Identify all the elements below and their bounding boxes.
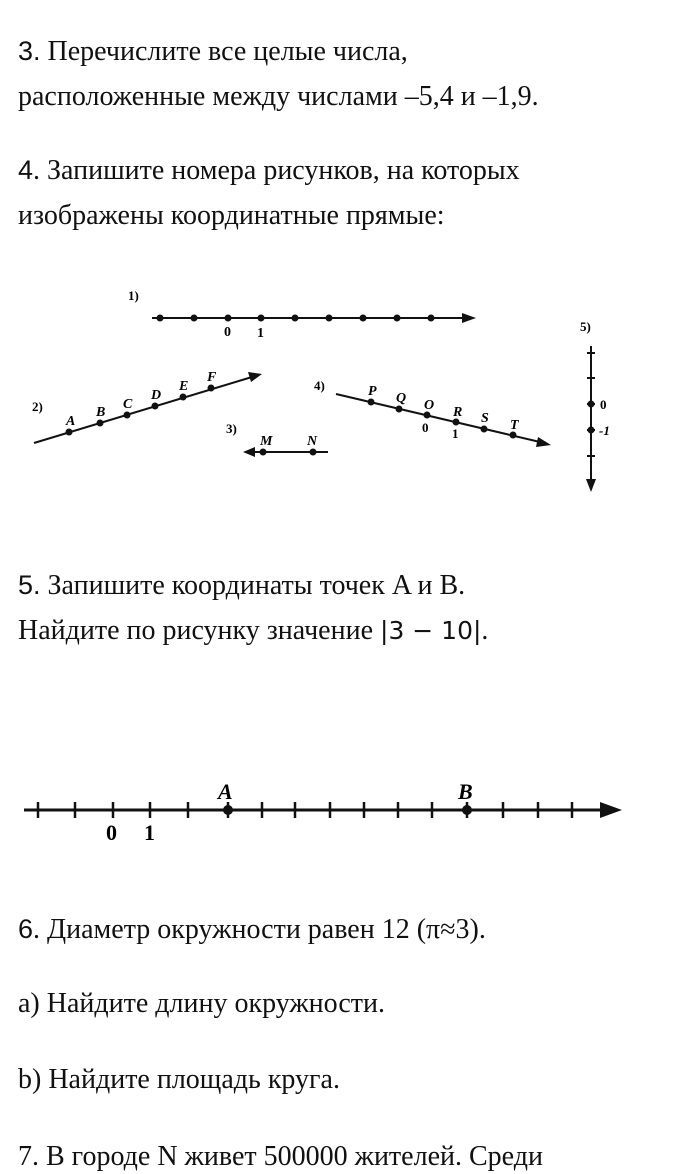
point-a-dot [223,805,233,815]
fig4-label: 4) [314,378,325,393]
fig1-tick1: 1 [257,326,264,341]
fig4-point-p: P [368,384,377,399]
axis-label-1: 1 [144,820,155,845]
task4-text1: . Запишите номера рисунков, на которых [33,155,520,186]
fig4-tick0: 0 [422,420,429,435]
fig2-point-c: C [123,397,133,412]
task5-number: 5. [18,570,41,600]
task5-expression: |3 − 10| [380,616,482,645]
figure-4 [314,378,551,447]
task6-part-a: a) Найдите длину окружности. [18,988,386,1019]
task6-text1: . Диаметр окружности равен 12 (π≈3). [33,914,486,945]
point-a-label: A [218,779,233,804]
fig5-tick-minus1: -1 [599,423,610,438]
fig3-label: 3) [226,421,237,436]
fig4-tick1: 1 [452,426,459,441]
fig2-point-d: D [151,388,162,403]
fig2-point-e: E [179,379,189,394]
task5-text2: Найдите по рисунку значение [18,615,381,646]
fig2-point-f: F [207,370,217,385]
fig2-point-b: B [96,405,106,420]
task5-line1 [18,568,465,603]
task6-line1 [18,912,486,947]
fig1-label: 1) [128,288,139,303]
task6-number: 6 [18,914,34,944]
task6-part-b: b) Найдите площадь круга. [18,1064,340,1095]
task3-line1 [18,34,408,69]
fig4-point-t: T [510,418,519,433]
task5-text2-end: . [481,615,489,646]
figure-3 [226,421,328,457]
task5-text1: Запишите координаты точек A и B. [40,570,466,601]
task4-figures [0,270,679,520]
figure-1 [128,288,476,341]
fig4-point-o: O [424,398,435,413]
fig4-point-r: R [453,405,463,420]
fig4-point-s: S [481,411,489,426]
task5-line2 [18,614,488,648]
fig2-label: 2) [32,399,43,414]
task4-line1 [18,153,520,188]
fig1-tick0: 0 [224,325,231,340]
figure-5 [580,319,610,492]
fig5-tick0: 0 [600,397,607,412]
fig5-label: 5) [580,319,591,334]
point-b-dot [462,805,472,815]
task3-number: 3. [18,36,41,66]
fig4-point-q: Q [396,391,407,406]
point-b-label: B [458,779,473,804]
task3-line2: расположенные между числами –5,4 и –1,9. [18,81,539,112]
task4-line2: изображены координатные прямые: [18,200,445,231]
task7-line1: 7. В городе N живет 500000 жителей. Среди [18,1141,543,1172]
task3-text1: Перечислите все целые числа, [40,36,408,67]
task4-number: 4 [18,155,34,185]
fig2-point-a: A [66,414,76,429]
fig3-point-m: M [260,434,273,449]
fig3-point-n: N [307,434,318,449]
task5-number-line [0,778,679,848]
axis-label-0: 0 [106,820,117,845]
